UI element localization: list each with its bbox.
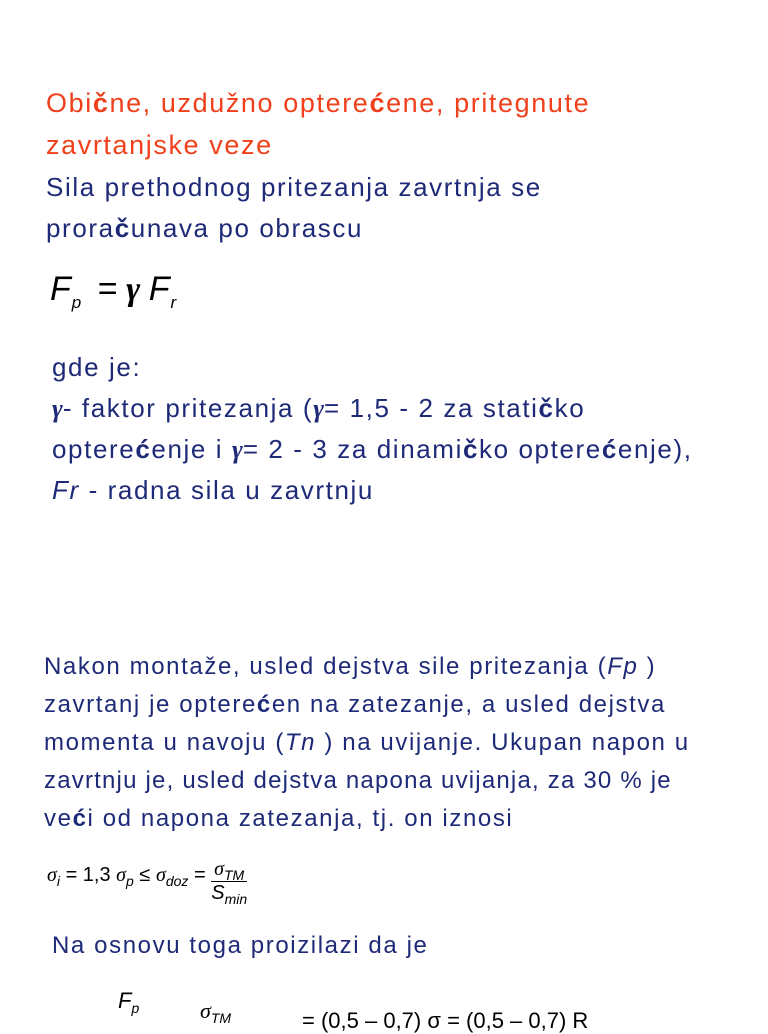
- intro-line-2: [46, 213, 363, 244]
- formula-operator: = 1,3: [65, 863, 111, 886]
- paragraph-char: ć: [256, 691, 272, 718]
- legend-line-2: [52, 434, 693, 465]
- formula-symbol: S: [211, 882, 225, 904]
- paragraph-line-1: [44, 653, 656, 681]
- legend-char: č: [538, 393, 555, 423]
- paragraph-text: ): [638, 653, 657, 680]
- formula-sigma-i: [47, 852, 248, 907]
- paragraph-line-3: [44, 729, 690, 757]
- paragraph-text: momenta u navoju (: [44, 729, 285, 756]
- paragraph-char: ć: [72, 805, 88, 832]
- fraction-numerator: [211, 858, 247, 882]
- heading-char: ć: [369, 88, 387, 118]
- fraction: [211, 858, 247, 905]
- legend-line-3: [52, 475, 374, 506]
- formula-symbol: F: [50, 270, 71, 308]
- legend-title: gde je:: [52, 352, 142, 382]
- paragraph-text: i od napona zatezanja, tj. on iznosi: [87, 805, 514, 832]
- legend-text: = 1,5 - 2 za stati: [324, 393, 539, 423]
- paragraph-line-4: zavrtnju je, usled dejstva napona uvijanja, za 30 % je: [44, 767, 672, 794]
- legend-text: - radna sila u zavrtnju: [79, 475, 374, 505]
- sigma-symbol: σ: [214, 858, 224, 880]
- legend-line-1: [52, 393, 585, 424]
- formula-text: = (0,5 – 0,7) σ: [302, 1008, 441, 1033]
- paragraph-text: ve: [44, 805, 73, 832]
- paragraph-symbol: Tn: [284, 729, 317, 756]
- legend-text: optere: [52, 434, 136, 464]
- formula-subscript: p: [131, 1000, 140, 1016]
- formula-operator: =: [97, 270, 118, 308]
- formula-subscript: r: [170, 293, 177, 312]
- paragraph-text: zavrtanj je optere: [44, 691, 257, 718]
- formula-subscript: min: [224, 891, 248, 907]
- formula-operator: ≤: [139, 863, 151, 886]
- formula-bottom-partial-3: [302, 1008, 588, 1034]
- sigma-symbol: σ: [155, 863, 166, 886]
- sigma-symbol: σ: [47, 863, 57, 886]
- formula-symbol: γ: [126, 271, 141, 308]
- legend-text: - faktor pritezanja (: [62, 393, 314, 423]
- heading-line-2: zavrtanjske veze: [46, 130, 273, 160]
- gamma-symbol: γ: [52, 394, 63, 423]
- paragraph-text: Nakon montaže, usled dejstva sile pritezanja (: [44, 653, 608, 680]
- legend-char: ć: [601, 434, 618, 464]
- heading-text: Obi: [46, 88, 93, 118]
- heading-text: ne, uzdužno optere: [109, 88, 370, 118]
- conclusion-line: Na osnovu toga proizilazi da je: [52, 932, 429, 959]
- formula-subscript: p: [126, 872, 134, 889]
- intro-text: prora: [46, 213, 115, 243]
- formula-operator: =: [193, 863, 206, 886]
- legend-text: ko optere: [479, 434, 602, 464]
- formula-fp: [50, 270, 177, 312]
- formula-symbol: F: [148, 270, 170, 308]
- heading-line-1: [46, 88, 590, 119]
- sigma-symbol: σ: [200, 998, 211, 1023]
- formula-subscript: TM: [210, 1010, 232, 1026]
- formula-text: = (0,5 – 0,7) R: [447, 1008, 589, 1033]
- legend-text: enje),: [617, 434, 693, 464]
- formula-bottom-partial: [118, 988, 139, 1014]
- heading-char: č: [92, 88, 110, 118]
- gamma-symbol: γ: [313, 394, 325, 423]
- paragraph-text: ) na uvijanje. Ukupan napon u: [316, 729, 690, 756]
- gamma-symbol: γ: [231, 435, 243, 464]
- formula-bottom-partial-2: [200, 998, 231, 1024]
- legend-text: enje i: [151, 434, 232, 464]
- formula-subscript: i: [56, 872, 60, 889]
- formula-subscript: doz: [165, 872, 189, 889]
- legend-char: č: [462, 434, 480, 464]
- legend-symbol: Fr: [52, 475, 80, 505]
- legend-char: ć: [135, 434, 152, 464]
- heading-text: ene, pritegnute: [386, 88, 591, 118]
- paragraph-line-5: [44, 805, 513, 833]
- intro-text: unava po obrascu: [130, 213, 364, 243]
- formula-subscript: p: [71, 293, 82, 312]
- legend-text: ko: [554, 393, 586, 423]
- fraction-denominator: [211, 882, 247, 905]
- sigma-symbol: σ: [116, 863, 127, 886]
- paragraph-text: en na zatezanje, a usled dejstva: [271, 691, 666, 718]
- paragraph-line-2: [44, 691, 666, 719]
- legend-text: = 2 - 3 za dinami: [242, 434, 463, 464]
- intro-line-1: Sila prethodnog pritezanja zavrtnja se: [46, 172, 542, 202]
- intro-char: č: [114, 213, 131, 243]
- formula-symbol: F: [118, 988, 132, 1013]
- paragraph-symbol: Fp: [607, 653, 639, 680]
- formula-subscript: TM: [224, 867, 245, 883]
